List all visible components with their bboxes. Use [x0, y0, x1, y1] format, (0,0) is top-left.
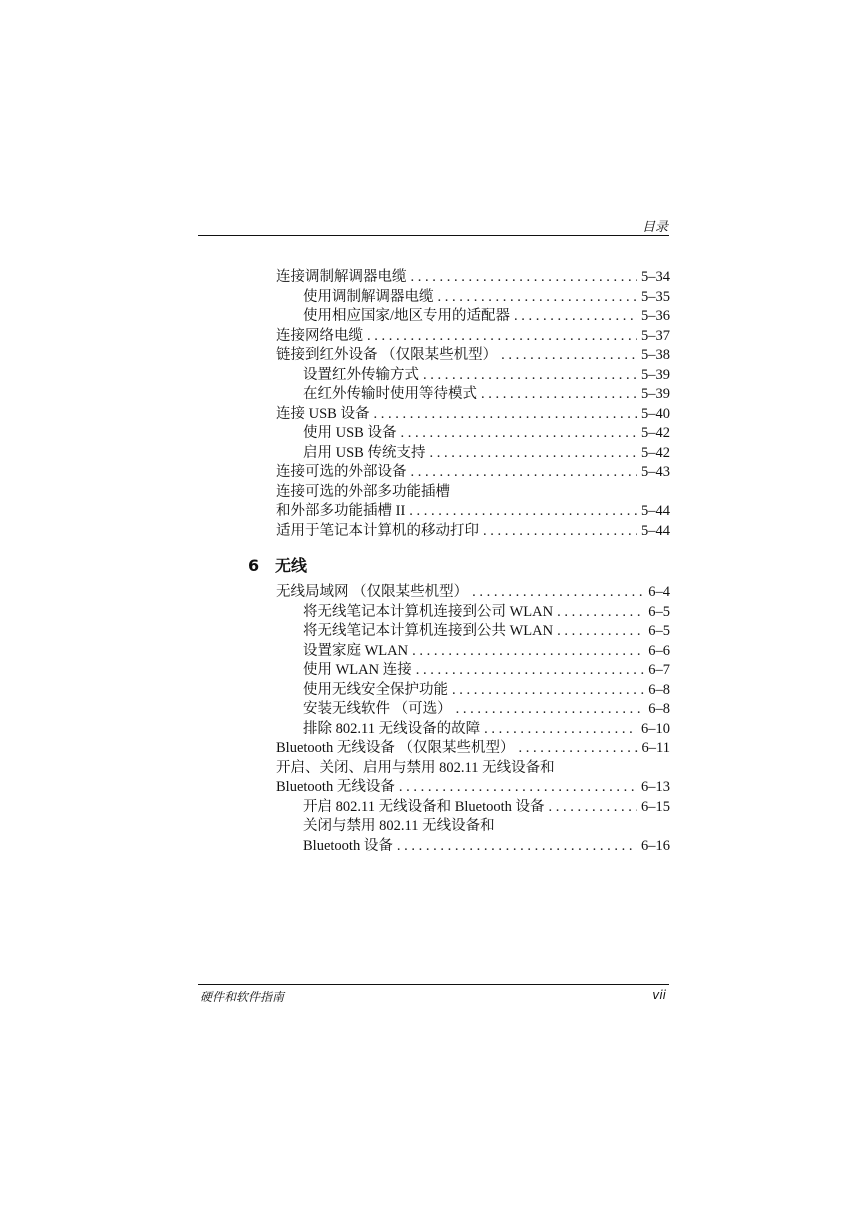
toc-dot-leader [399, 778, 637, 798]
toc-dot-leader [501, 346, 637, 366]
toc-dot-leader [373, 405, 637, 425]
toc-entry[interactable] [276, 681, 670, 701]
toc-entry-page: 5–39 [641, 366, 670, 383]
toc-entry[interactable] [276, 268, 670, 288]
toc-entry-label: 适用于笔记本计算机的移动打印 [276, 522, 479, 539]
toc-entry-label: Bluetooth 无线设备 [276, 779, 395, 795]
toc-entry-page: 5–35 [641, 288, 670, 305]
toc-entry[interactable] [276, 444, 670, 464]
toc-entry-label: 无线局域网 （仅限某些机型） [276, 584, 469, 600]
toc-list-chapter-5 [276, 268, 670, 541]
toc-dot-leader [452, 681, 644, 701]
toc-entry-page: 6–16 [641, 837, 670, 854]
toc-list-chapter-6 [276, 583, 670, 856]
toc-entry-label: Bluetooth 无线设备 （仅限某些机型） [276, 740, 515, 756]
toc-dot-leader [438, 288, 638, 308]
running-header-title: 目录 [641, 220, 668, 235]
toc-entry-page: 6–11 [641, 740, 670, 756]
toc-dot-leader [518, 739, 637, 759]
toc-entry[interactable] [276, 798, 670, 818]
toc-dot-leader [412, 642, 644, 662]
toc-entry-page: 6–5 [648, 623, 670, 639]
toc-entry-label: 排除 802.11 无线设备的故障 [303, 720, 481, 737]
toc-entry[interactable] [276, 327, 670, 347]
toc-entry-page: 5–43 [641, 464, 670, 480]
toc-entry-page: 5–42 [641, 425, 670, 441]
toc-entry[interactable] [276, 385, 670, 405]
toc-entry[interactable] [276, 463, 670, 483]
toc-entry[interactable] [276, 700, 670, 720]
toc-entry-page: 5–44 [641, 503, 670, 519]
toc-entry-page: 5–42 [641, 444, 670, 461]
toc-dot-leader [416, 661, 645, 681]
toc-entry-label: 连接调制解调器电缆 [276, 269, 407, 285]
toc-entry[interactable] [276, 288, 670, 308]
toc-entry-label: Bluetooth 设备 [303, 837, 393, 854]
toc-dot-leader [483, 522, 637, 542]
toc-entry-page: 5–34 [641, 269, 670, 285]
toc-entry-label: 连接可选的外部多功能插槽 [276, 483, 450, 500]
toc-entry-page: 5–38 [641, 347, 670, 363]
footer-page-number: vii [652, 988, 666, 1002]
toc-dot-leader [409, 502, 637, 522]
toc-entry-label: 使用无线安全保护功能 [303, 681, 448, 698]
toc-entry-label: 连接 USB 设备 [276, 405, 370, 422]
toc-dot-leader [549, 798, 637, 818]
toc-dot-leader [397, 837, 637, 857]
toc-entry-label: 使用调制解调器电缆 [303, 288, 434, 305]
toc-entry-label: 使用 WLAN 连接 [303, 662, 412, 678]
toc-entry[interactable] [276, 778, 670, 798]
chapter-heading[interactable] [248, 553, 307, 576]
toc-entry[interactable] [276, 739, 670, 759]
toc-entry-label: 开启 802.11 无线设备和 Bluetooth 设备 [303, 798, 545, 815]
toc-dot-leader [481, 385, 637, 405]
toc-entry[interactable] [276, 502, 670, 522]
toc-entry[interactable] [276, 603, 670, 623]
toc-entry[interactable] [276, 522, 670, 542]
toc-entry-label: 使用 USB 设备 [303, 425, 397, 441]
toc-entry-label: 启用 USB 传统支持 [303, 444, 426, 461]
toc-entry-page: 6–6 [648, 642, 670, 659]
toc-entry-label: 关闭与禁用 802.11 无线设备和 [303, 818, 495, 834]
toc-entry-label: 设置红外传输方式 [303, 366, 419, 383]
toc-entry-label: 连接可选的外部设备 [276, 464, 407, 480]
toc-entry-page: 6–13 [641, 779, 670, 795]
toc-entry-page: 6–4 [648, 584, 670, 600]
toc-entry-label: 在红外传输时使用等待模式 [303, 386, 477, 402]
toc-entry-page: 5–40 [641, 405, 670, 422]
toc-entry-label: 开启、关闭、启用与禁用 802.11 无线设备和 [276, 759, 555, 776]
toc-dot-leader [484, 720, 637, 740]
toc-entry-label: 将无线笔记本计算机连接到公司 WLAN [303, 603, 554, 620]
toc-entry-label: 使用相应国家/地区专用的适配器 [303, 308, 511, 324]
header-rule [198, 235, 669, 236]
toc-entry-page: 6–10 [641, 720, 670, 737]
toc-entry-page: 5–39 [641, 386, 670, 402]
toc-dot-leader [411, 268, 638, 288]
toc-entry[interactable] [276, 759, 670, 779]
toc-entry[interactable] [276, 661, 670, 681]
toc-entry[interactable] [276, 366, 670, 386]
toc-dot-leader [367, 327, 637, 347]
toc-dot-leader [557, 622, 644, 642]
toc-dot-leader [456, 700, 645, 720]
toc-entry[interactable] [276, 346, 670, 366]
chapter-title: 无线 [275, 556, 308, 575]
toc-entry[interactable] [276, 622, 670, 642]
toc-entry-page: 6–15 [641, 798, 670, 815]
toc-entry-page: 6–5 [648, 603, 670, 620]
toc-entry[interactable] [276, 817, 670, 837]
toc-entry[interactable] [276, 307, 670, 327]
toc-entry[interactable] [276, 837, 670, 857]
toc-entry-page: 6–7 [648, 662, 670, 678]
toc-entry[interactable] [276, 642, 670, 662]
toc-entry-label: 设置家庭 WLAN [303, 642, 409, 659]
toc-entry[interactable] [276, 405, 670, 425]
toc-entry[interactable] [276, 583, 670, 603]
toc-entry-label: 连接网络电缆 [276, 327, 363, 344]
toc-dot-leader [472, 583, 644, 603]
toc-dot-leader [423, 366, 637, 386]
toc-entry[interactable] [276, 424, 670, 444]
toc-entry-page: 5–44 [641, 522, 670, 539]
toc-dot-leader [429, 444, 637, 464]
toc-entry[interactable] [276, 720, 670, 740]
toc-dot-leader [557, 603, 644, 623]
toc-entry[interactable] [276, 483, 670, 503]
toc-entry-page: 5–37 [641, 327, 670, 344]
toc-entry-label: 链接到红外设备 （仅限某些机型） [276, 347, 498, 363]
toc-entry-label: 安装无线软件 （可选） [303, 701, 452, 717]
toc-entry-page: 6–8 [648, 681, 670, 698]
toc-dot-leader [400, 424, 637, 444]
toc-entry-label: 将无线笔记本计算机连接到公共 WLAN [303, 623, 554, 639]
footer-rule [198, 984, 669, 985]
chapter-number: 6 [248, 556, 260, 575]
toc-entry-page: 5–36 [641, 308, 670, 324]
footer-book-title: 硬件和软件指南 [200, 990, 285, 1004]
toc-entry-label: 和外部多功能插槽 II [276, 503, 406, 519]
toc-dot-leader [514, 307, 637, 327]
toc-entry-page: 6–8 [648, 701, 670, 717]
toc-dot-leader [411, 463, 638, 483]
